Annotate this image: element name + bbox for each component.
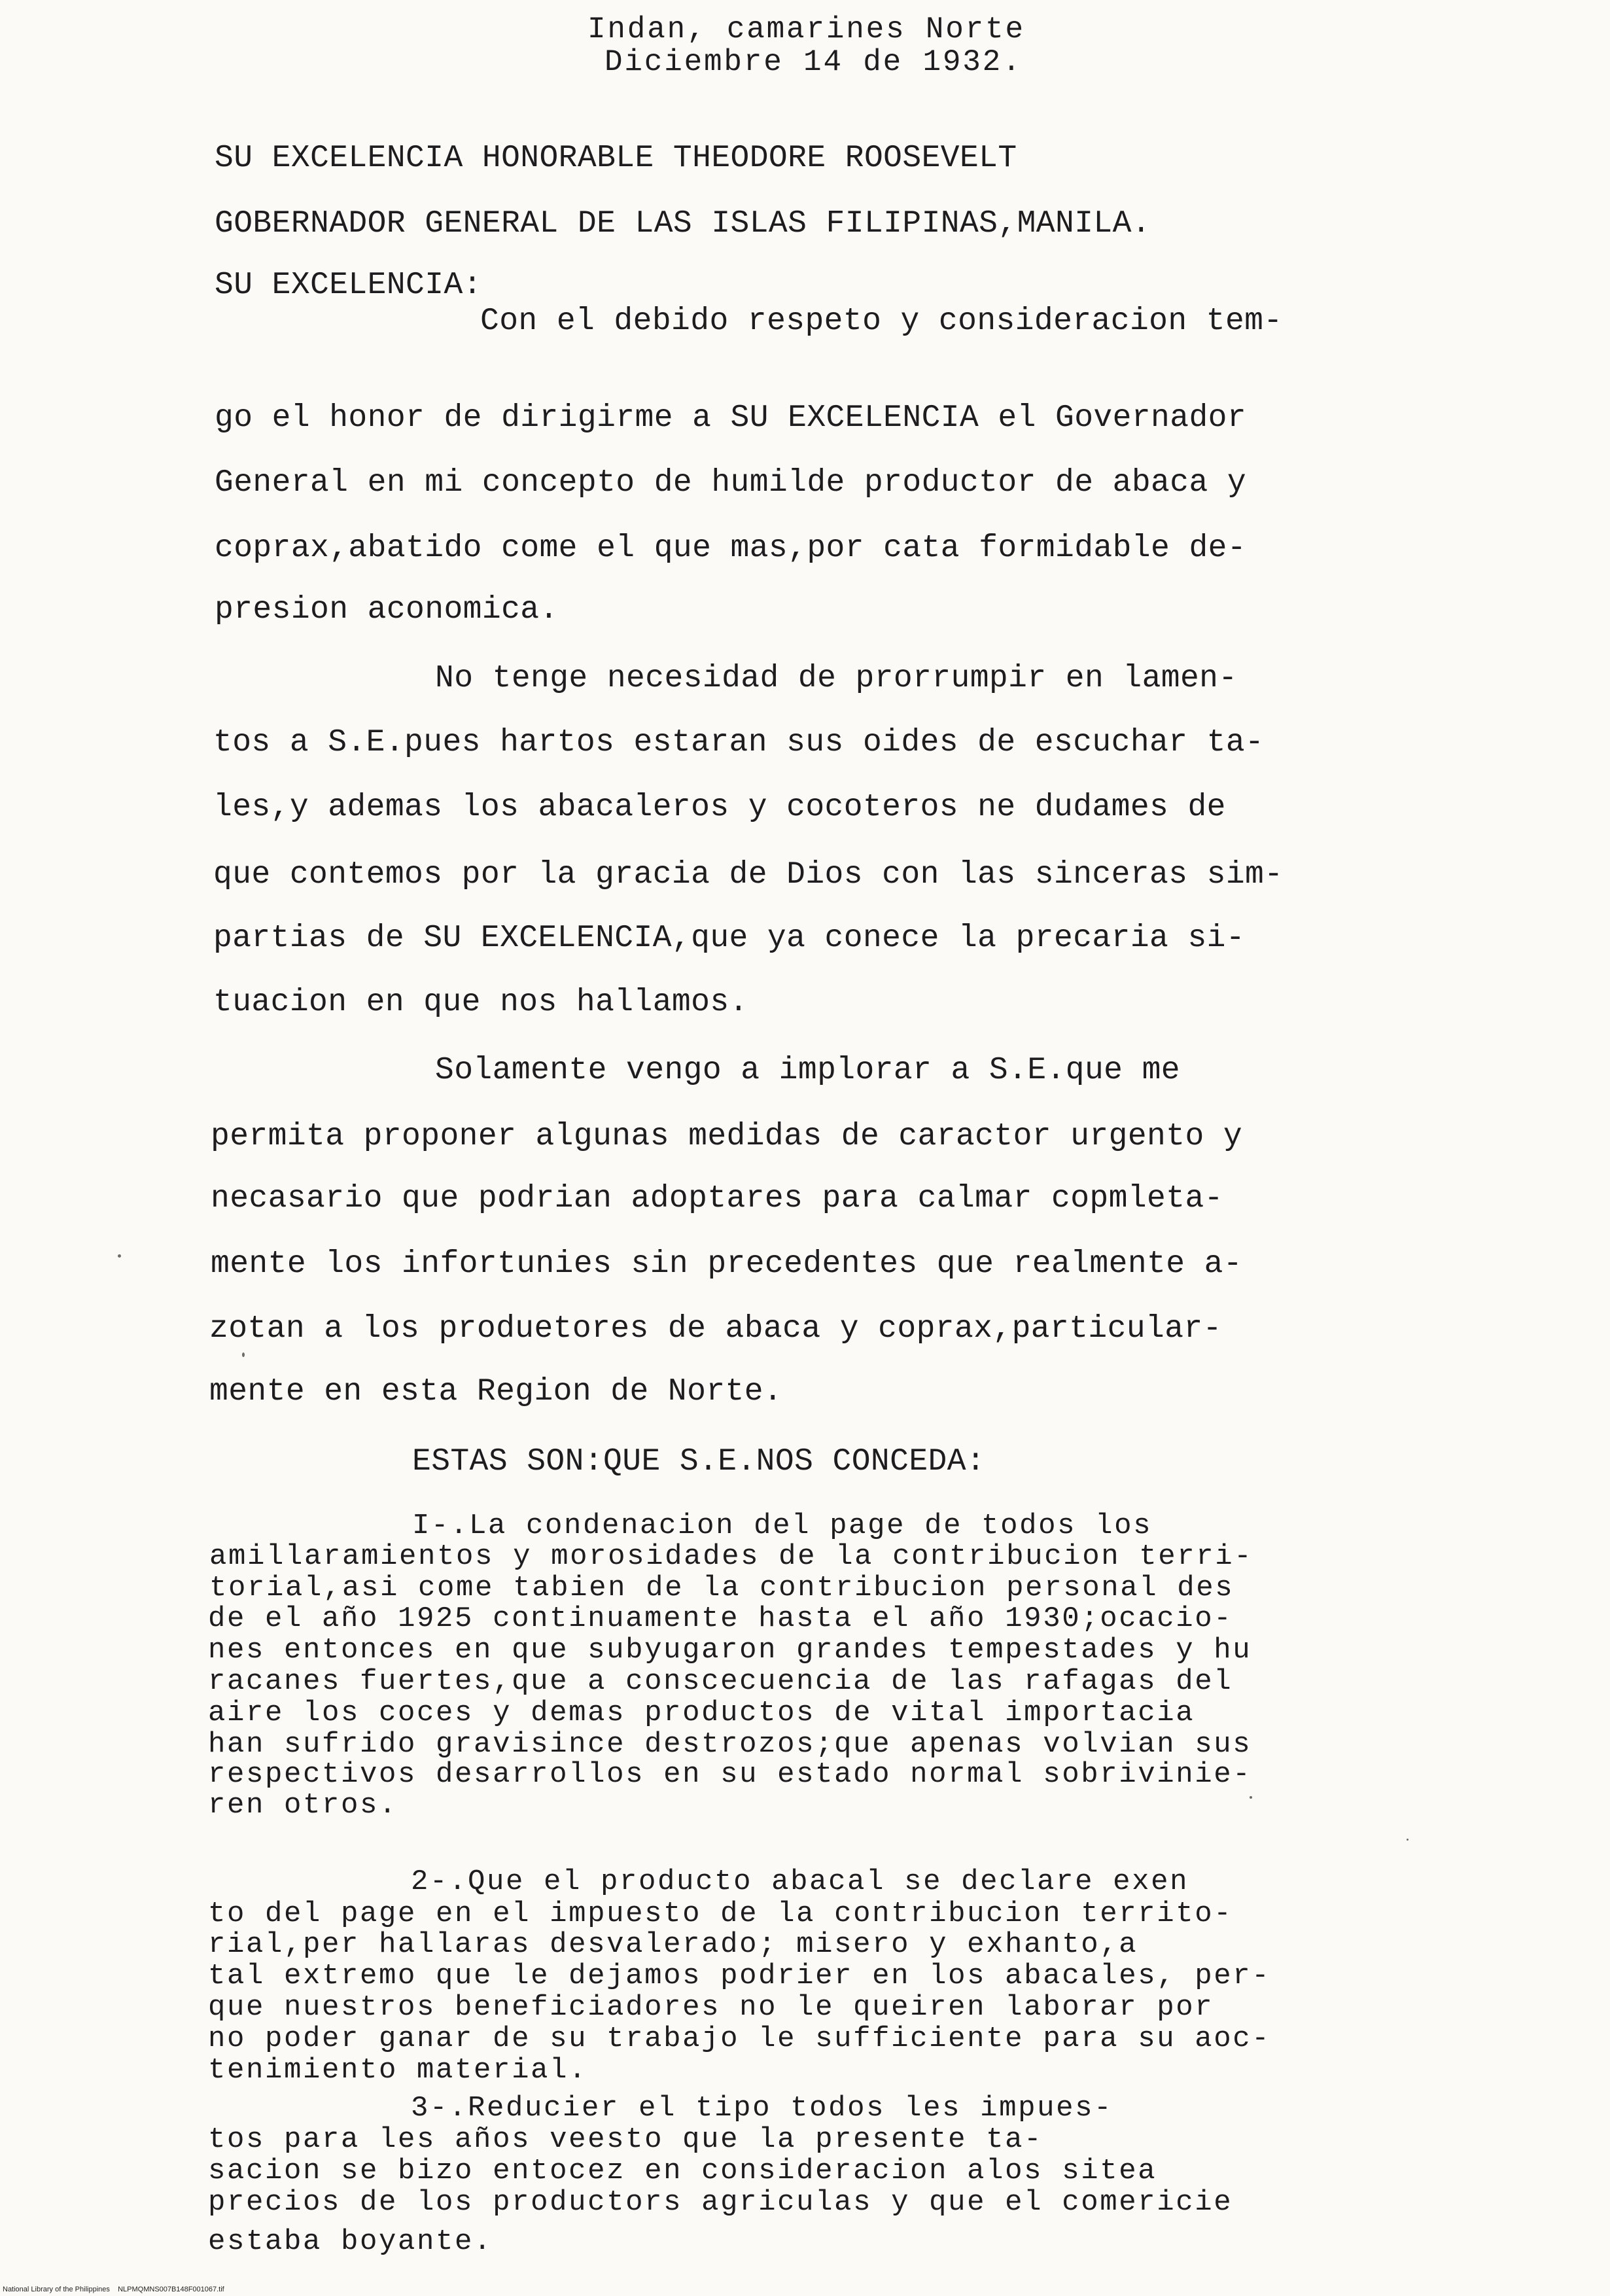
paper-speck xyxy=(118,1254,121,1258)
item-1-line: ren otros. xyxy=(208,1789,398,1822)
archive-footer: National Library of the Philippines NLPMQMNS007B148F001067.tif xyxy=(3,2286,224,2293)
item-2-line: no poder ganar de su trabajo le sufficiente para su aoc- xyxy=(208,2022,1271,2055)
item-2-line: 2-.Que el producto abacal se declare exen xyxy=(411,1865,1189,1898)
item-1-line: racanes fuertes,que a conscecuencia de las rafagas del xyxy=(208,1665,1233,1698)
addressee-line-1: SU EXCELENCIA HONORABLE THEODORE ROOSEVELT xyxy=(215,141,1017,176)
item-1-line: de el año 1925 continuamente hasta el año 1930;ocacio- xyxy=(208,1602,1233,1635)
item-3-line: estaba boyante. xyxy=(208,2225,493,2258)
paper-speck xyxy=(1250,1796,1252,1799)
paper-speck xyxy=(242,1352,245,1357)
paragraph-1-line: presion aconomica. xyxy=(215,592,559,627)
item-2-line: to del page en el impuesto de la contribucion territo- xyxy=(208,1898,1233,1930)
paragraph-2-line: tos a S.E.pues hartos estaran sus oides de escuchar ta- xyxy=(213,725,1265,760)
header-date: Diciembre 14 de 1932. xyxy=(604,45,1023,79)
paragraph-1-line: go el honor de dirigirme a SU EXCELENCIA el Governador xyxy=(215,400,1247,436)
paragraph-3-line: Solamente vengo a implorar a S.E.que me xyxy=(435,1053,1180,1088)
paragraph-2-line: partias de SU EXCELENCIA,que ya conece la precaria si- xyxy=(213,921,1246,956)
item-1-line: respectivos desarrollos en su estado normal sobrivinie- xyxy=(208,1758,1252,1791)
paper-speck xyxy=(1407,1839,1409,1841)
addressee-line-2: GOBERNADOR GENERAL DE LAS ISLAS FILIPINAS,MANILA. xyxy=(215,206,1151,241)
salutation: SU EXCELENCIA: xyxy=(215,268,482,303)
item-1-line: aire los coces y demas productos de vital importacia xyxy=(208,1697,1195,1729)
item-3-line: 3-.Reducier el tipo todos les impues- xyxy=(411,2092,1113,2125)
paragraph-3-line: permita proponer algunas medidas de caractor urgento y xyxy=(211,1119,1243,1154)
item-2-line: tenimiento material. xyxy=(208,2054,588,2087)
paragraph-2-line: que contemos por la gracia de Dios con las sinceras sim- xyxy=(213,857,1284,892)
paragraph-3-line: mente en esta Region de Norte. xyxy=(209,1374,783,1409)
item-2-line: rial,per hallaras desvalerado; misero y exhanto,a xyxy=(208,1928,1138,1961)
item-1-line: nes entonces en que subyugaron grandes tempestades y hu xyxy=(208,1634,1252,1667)
paragraph-3-line: zotan a los produetores de abaca y coprax,particular- xyxy=(209,1311,1222,1347)
paragraph-3-line: necasario que podrian adoptares para calmar copmleta- xyxy=(211,1181,1223,1216)
paragraph-2-line: tuacion en que nos hallamos. xyxy=(213,985,748,1020)
request-intro: ESTAS SON:QUE S.E.NOS CONCEDA: xyxy=(412,1444,986,1479)
paragraph-1-line: coprax,abatido come el que mas,por cata formidable de- xyxy=(215,531,1247,566)
header-place: Indan, camarines Norte xyxy=(587,12,1025,46)
item-3-line: precios de los productors agriculas y que el comericie xyxy=(208,2186,1233,2219)
item-2-line: que nuestros beneficiadores no le queiren laborar por xyxy=(208,1991,1214,2024)
paragraph-1-line: Con el debido respeto y consideracion tem- xyxy=(480,304,1283,339)
paragraph-3-line: mente los infortunies sin precedentes que realmente a- xyxy=(211,1246,1243,1282)
item-1-line: han sufrido gravisince destrozos;que apenas volvian sus xyxy=(208,1728,1252,1761)
item-1-line: torial,asi come tabien de la contribucion personal des xyxy=(209,1572,1234,1604)
item-1-line: amillaramientos y morosidades de la contribucion terri- xyxy=(209,1540,1253,1573)
item-3-line: tos para les años veesto que la presente ta- xyxy=(208,2123,1043,2156)
paragraph-2-line: No tenge necesidad de prorrumpir en lamen- xyxy=(435,661,1238,696)
item-2-line: tal extremo que le dejamos podrier en los abacales, per- xyxy=(208,1960,1271,1992)
item-3-line: sacion se bizo entocez en consideracion alos sitea xyxy=(208,2155,1157,2187)
paragraph-1-line: General en mi concepto de humilde productor de abaca y xyxy=(215,465,1247,501)
item-1-line: I-.La condenacion del page de todos los xyxy=(412,1510,1153,1542)
paragraph-2-line: les,y ademas los abacaleros y cocoteros ne dudames de xyxy=(213,790,1226,825)
